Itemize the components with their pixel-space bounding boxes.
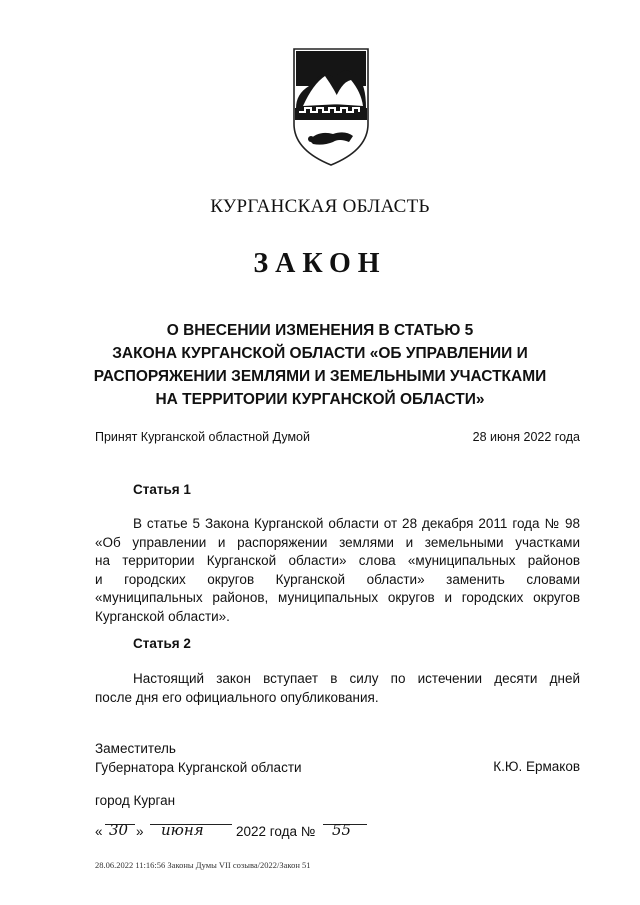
article-1-heading: Статья 1 bbox=[133, 482, 191, 497]
signatory-name: К.Ю. Ермаков bbox=[493, 759, 580, 774]
document-type: ЗАКОН bbox=[253, 248, 387, 279]
signatory-line: Заместитель bbox=[95, 741, 176, 756]
title-line: ЗАКОНА КУРГАНСКОЙ ОБЛАСТИ «ОБ УПРАВЛЕНИИ И bbox=[112, 345, 528, 362]
signatory-title bbox=[95, 740, 302, 777]
text-line: и городских округов Курганской области» заменить словами bbox=[95, 571, 580, 587]
text-line: после дня его официального опубликования. bbox=[95, 689, 379, 705]
title-line: О ВНЕСЕНИИ ИЗМЕНЕНИЯ В СТАТЬЮ 5 bbox=[166, 322, 474, 339]
text-line: В статье 5 Закона Курганской области от 28 декабря 2011 года № 98 bbox=[133, 516, 580, 531]
region-name: КУРГАНСКАЯ ОБЛАСТЬ bbox=[210, 196, 430, 217]
article-2-heading: Статья 2 bbox=[133, 636, 191, 651]
text-line: Курганской области». bbox=[95, 608, 230, 624]
article-1-text bbox=[95, 515, 580, 627]
close-quote: » bbox=[136, 824, 144, 839]
adopted-date: 28 июня 2022 года bbox=[472, 430, 580, 444]
coat-of-arms-icon bbox=[289, 46, 373, 168]
signing-day: 30 bbox=[109, 821, 129, 839]
file-footer: 28.06.2022 11:16:56 Законы Думы VII созыва/2022/Закон 51 bbox=[95, 860, 311, 870]
law-number: 55 bbox=[332, 821, 352, 839]
text-line: Настоящий закон вступает в силу по истечении десяти дней bbox=[133, 671, 580, 686]
city: город Курган bbox=[95, 793, 176, 808]
signing-date-line bbox=[95, 821, 385, 846]
article-2-text bbox=[95, 670, 580, 707]
text-line: на территории Курганской области» слова «муниципальных районов bbox=[95, 553, 580, 569]
signing-month: июня bbox=[161, 821, 204, 839]
signatory-line: Губернатора Курганской области bbox=[95, 759, 302, 775]
open-quote: « bbox=[95, 824, 103, 839]
law-title bbox=[60, 319, 580, 411]
text-line: «Об управлении и распоряжении землями и земельными участками bbox=[95, 534, 580, 550]
title-line: РАСПОРЯЖЕНИИ ЗЕМЛЯМИ И ЗЕМЕЛЬНЫМИ УЧАСТКАМИ bbox=[93, 368, 547, 385]
title-line: НА ТЕРРИТОРИИ КУРГАНСКОЙ ОБЛАСТИ» bbox=[155, 391, 485, 408]
adopted-by: Принят Курганской областной Думой bbox=[95, 430, 310, 444]
text-line: «муниципальных районов, муниципальных округов и городских округов bbox=[95, 590, 580, 606]
year-text: 2022 года № bbox=[236, 824, 316, 839]
